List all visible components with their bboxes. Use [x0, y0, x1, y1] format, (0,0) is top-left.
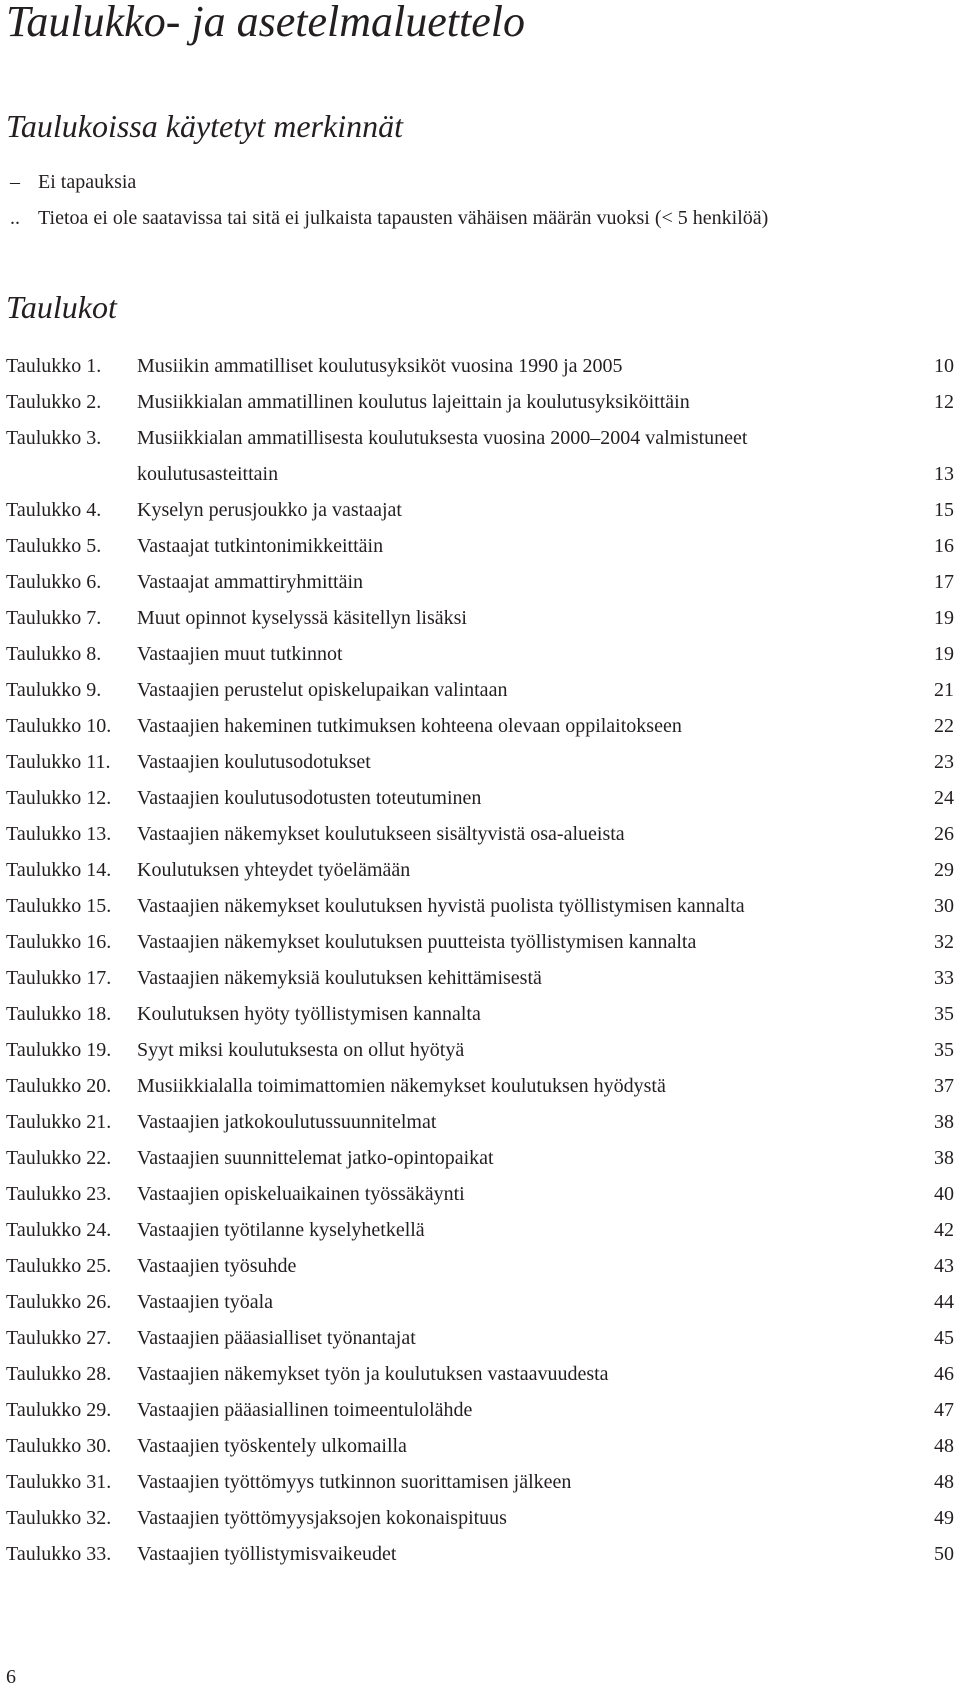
toc-entry-title: Vastaajien työsuhde — [137, 1255, 297, 1277]
toc-entry-number: Taulukko 7. — [6, 607, 102, 629]
toc-entry[interactable] — [0, 426, 960, 498]
toc-entry-title: Vastaajien näkemykset koulutuksen hyvistä puolista työllistymisen kannalta — [137, 895, 745, 917]
toc-entry-title: Vastaajien näkemykset työn ja koulutuksen vastaavuudesta — [137, 1363, 609, 1385]
toc-entry-number: Taulukko 4. — [6, 499, 102, 521]
toc-entry[interactable] — [0, 1182, 960, 1218]
toc-entry-title: Koulutuksen hyöty työllistymisen kannalta — [137, 1003, 481, 1025]
table-of-contents — [0, 354, 960, 1578]
toc-entry-number: Taulukko 14. — [6, 859, 112, 881]
toc-entry[interactable] — [0, 1110, 960, 1146]
toc-entry-title: Musiikkialan ammatillinen koulutus lajeittain ja koulutusyksiköittäin — [137, 391, 690, 413]
toc-entry-number: Taulukko 32. — [6, 1507, 112, 1529]
toc-entry-number: Taulukko 20. — [6, 1075, 112, 1097]
toc-entry[interactable] — [0, 1254, 960, 1290]
toc-entry-page: 43 — [934, 1255, 954, 1277]
toc-entry-page: 17 — [934, 571, 954, 593]
toc-entry-number: Taulukko 29. — [6, 1399, 112, 1421]
symbol-description: Ei tapauksia — [38, 171, 137, 193]
toc-entry-title: Musiikkialalla toimimattomien näkemykset koulutuksen hyödystä — [137, 1075, 666, 1097]
toc-entry-number: Taulukko 30. — [6, 1435, 112, 1457]
toc-entry-title: Vastaajat ammattiryhmittäin — [137, 571, 364, 593]
toc-entry-number: Taulukko 26. — [6, 1291, 112, 1313]
toc-entry-title: Vastaajien hakeminen tutkimuksen kohteena olevaan oppilaitokseen — [137, 715, 682, 737]
toc-entry[interactable] — [0, 1002, 960, 1038]
toc-entry-page: 50 — [934, 1543, 954, 1565]
toc-entry-title: Kyselyn perusjoukko ja vastaajat — [137, 499, 402, 521]
toc-entry-number: Taulukko 31. — [6, 1471, 112, 1493]
toc-entry-page: 23 — [934, 751, 954, 773]
toc-entry-page: 10 — [934, 355, 954, 377]
toc-entry-number: Taulukko 25. — [6, 1255, 112, 1277]
toc-entry[interactable] — [0, 822, 960, 858]
toc-entry-page: 16 — [934, 535, 954, 557]
toc-entry-page: 15 — [934, 499, 954, 521]
toc-entry-title: Vastaajien työttömyys tutkinnon suorittamisen jälkeen — [137, 1471, 572, 1493]
toc-entry-number: Taulukko 6. — [6, 571, 102, 593]
toc-entry-title: Vastaajien jatkokoulutussuunnitelmat — [137, 1111, 437, 1133]
toc-entry[interactable] — [0, 858, 960, 894]
toc-entry-page: 21 — [934, 679, 954, 701]
toc-entry-page: 44 — [934, 1291, 954, 1313]
toc-entry[interactable] — [0, 1434, 960, 1470]
toc-entry-number: Taulukko 1. — [6, 355, 102, 377]
symbol-item — [0, 206, 960, 242]
toc-entry-number: Taulukko 11. — [6, 751, 111, 773]
toc-entry-number: Taulukko 12. — [6, 787, 112, 809]
toc-entry-number: Taulukko 22. — [6, 1147, 112, 1169]
toc-entry[interactable] — [0, 498, 960, 534]
toc-entry-number: Taulukko 5. — [6, 535, 102, 557]
toc-entry-number: Taulukko 8. — [6, 643, 102, 665]
toc-entry[interactable] — [0, 1074, 960, 1110]
toc-entry-number: Taulukko 28. — [6, 1363, 112, 1385]
toc-entry-page: 42 — [934, 1219, 954, 1241]
toc-entry-page: 48 — [934, 1435, 954, 1457]
toc-entry[interactable] — [0, 1362, 960, 1398]
toc-entry-page: 24 — [934, 787, 954, 809]
toc-entry-title: Musiikin ammatilliset koulutusyksiköt vuosina 1990 ja 2005 — [137, 355, 623, 377]
toc-entry-page: 13 — [934, 463, 954, 485]
toc-entry-page: 22 — [934, 715, 954, 737]
toc-entry-title: Vastaajien työskentely ulkomailla — [137, 1435, 407, 1457]
toc-entry-title: Vastaajien suunnittelemat jatko-opintopaikat — [137, 1147, 494, 1169]
toc-entry-title: Vastaajien muut tutkinnot — [137, 643, 343, 665]
toc-entry[interactable] — [0, 1146, 960, 1182]
symbols-heading: Taulukoissa käytetyt merkinnät — [6, 108, 403, 144]
toc-entry[interactable] — [0, 1470, 960, 1506]
toc-entry-number: Taulukko 18. — [6, 1003, 112, 1025]
toc-entry-title: Vastaajien työala — [137, 1291, 274, 1313]
toc-entry[interactable] — [0, 678, 960, 714]
toc-entry-page: 47 — [934, 1399, 954, 1421]
toc-entry-page: 32 — [934, 931, 954, 953]
toc-entry-title: Musiikkialan ammatillisesta koulutuksesta vuosina 2000–2004 valmistuneet koulutusasteittain — [137, 427, 748, 485]
page-number: 6 — [6, 1666, 16, 1688]
toc-entry-title: Vastaajien pääasiallinen toimeentulolähde — [137, 1399, 473, 1421]
toc-entry-number: Taulukko 16. — [6, 931, 112, 953]
toc-entry-number: Taulukko 19. — [6, 1039, 112, 1061]
toc-entry-page: 33 — [934, 967, 954, 989]
toc-entry[interactable] — [0, 930, 960, 966]
toc-entry[interactable] — [0, 894, 960, 930]
toc-entry-number: Taulukko 3. — [6, 427, 102, 449]
toc-entry[interactable] — [0, 750, 960, 786]
toc-entry-title: Vastaajien työllistymisvaikeudet — [137, 1543, 397, 1565]
toc-entry-page: 46 — [934, 1363, 954, 1385]
toc-entry-title: Vastaajien pääasialliset työnantajat — [137, 1327, 416, 1349]
toc-entry-page: 37 — [934, 1075, 954, 1097]
toc-entry[interactable] — [0, 1038, 960, 1074]
toc-entry-page: 40 — [934, 1183, 954, 1205]
toc-entry-title: Muut opinnot kyselyssä käsitellyn lisäksi — [137, 607, 467, 629]
toc-entry[interactable] — [0, 786, 960, 822]
symbol-mark: .. — [10, 207, 20, 229]
toc-entry-title: Vastaajien opiskeluaikainen työssäkäynti — [137, 1183, 465, 1205]
toc-entry-number: Taulukko 2. — [6, 391, 102, 413]
toc-entry-page: 19 — [934, 607, 954, 629]
toc-entry[interactable] — [0, 1542, 960, 1578]
toc-entry-title: Vastaajien perustelut opiskelupaikan valintaan — [137, 679, 508, 701]
toc-entry-number: Taulukko 33. — [6, 1543, 112, 1565]
toc-entry-page: 38 — [934, 1111, 954, 1133]
toc-entry-page: 48 — [934, 1471, 954, 1493]
symbol-item — [0, 170, 960, 206]
toc-entry-title: Vastaajien koulutusodotukset — [137, 751, 371, 773]
toc-entry[interactable] — [0, 1326, 960, 1362]
toc-entry-page: 35 — [934, 1003, 954, 1025]
toc-entry[interactable] — [0, 570, 960, 606]
toc-entry-title: Syyt miksi koulutuksesta on ollut hyötyä — [137, 1039, 465, 1061]
page-title: Taulukko- ja asetelmaluettelo — [6, 0, 525, 46]
symbol-description: Tietoa ei ole saatavissa tai sitä ei julkaista tapausten vähäisen määrän vuoksi (< 5 henkilöä) — [38, 207, 769, 229]
toc-entry-page: 12 — [934, 391, 954, 413]
toc-entry[interactable] — [0, 1506, 960, 1542]
toc-entry-title: Koulutuksen yhteydet työelämään — [137, 859, 411, 881]
toc-entry-title: Vastaajien näkemykset koulutuksen puutteista työllistymisen kannalta — [137, 931, 697, 953]
tables-heading: Taulukot — [6, 289, 117, 325]
toc-entry-number: Taulukko 23. — [6, 1183, 112, 1205]
toc-entry[interactable] — [0, 642, 960, 678]
toc-entry-title: Vastaajien näkemykset koulutukseen sisältyvistä osa-alueista — [137, 823, 625, 845]
toc-entry-number: Taulukko 17. — [6, 967, 112, 989]
toc-entry-page: 45 — [934, 1327, 954, 1349]
toc-entry[interactable] — [0, 1218, 960, 1254]
toc-entry-title: Vastaajien työtilanne kyselyhetkellä — [137, 1219, 425, 1241]
toc-entry-page: 29 — [934, 859, 954, 881]
toc-entry-page: 35 — [934, 1039, 954, 1061]
toc-entry-page: 26 — [934, 823, 954, 845]
toc-entry[interactable] — [0, 534, 960, 570]
toc-entry[interactable] — [0, 1290, 960, 1326]
toc-entry[interactable] — [0, 354, 960, 390]
toc-entry-title: Vastaajien työttömyysjaksojen kokonaispituus — [137, 1507, 507, 1529]
toc-entry-page: 38 — [934, 1147, 954, 1169]
toc-entry-number: Taulukko 21. — [6, 1111, 112, 1133]
toc-entry[interactable] — [0, 1398, 960, 1434]
toc-entry-page: 49 — [934, 1507, 954, 1529]
symbols-list — [0, 170, 960, 242]
toc-entry-page: 19 — [934, 643, 954, 665]
toc-entry-title: Vastaajien koulutusodotusten toteutuminen — [137, 787, 482, 809]
toc-entry[interactable] — [0, 606, 960, 642]
toc-entry-page: 30 — [934, 895, 954, 917]
toc-entry-number: Taulukko 9. — [6, 679, 102, 701]
toc-entry-number: Taulukko 15. — [6, 895, 112, 917]
toc-entry[interactable] — [0, 966, 960, 1002]
symbol-mark: – — [10, 171, 20, 193]
toc-entry-number: Taulukko 24. — [6, 1219, 112, 1241]
toc-entry[interactable] — [0, 714, 960, 750]
toc-entry-title: Vastaajien näkemyksiä koulutuksen kehittämisestä — [137, 967, 542, 989]
toc-entry-title: Vastaajat tutkintonimikkeittäin — [137, 535, 384, 557]
toc-entry-number: Taulukko 13. — [6, 823, 112, 845]
toc-entry-number: Taulukko 27. — [6, 1327, 112, 1349]
toc-entry-number: Taulukko 10. — [6, 715, 112, 737]
